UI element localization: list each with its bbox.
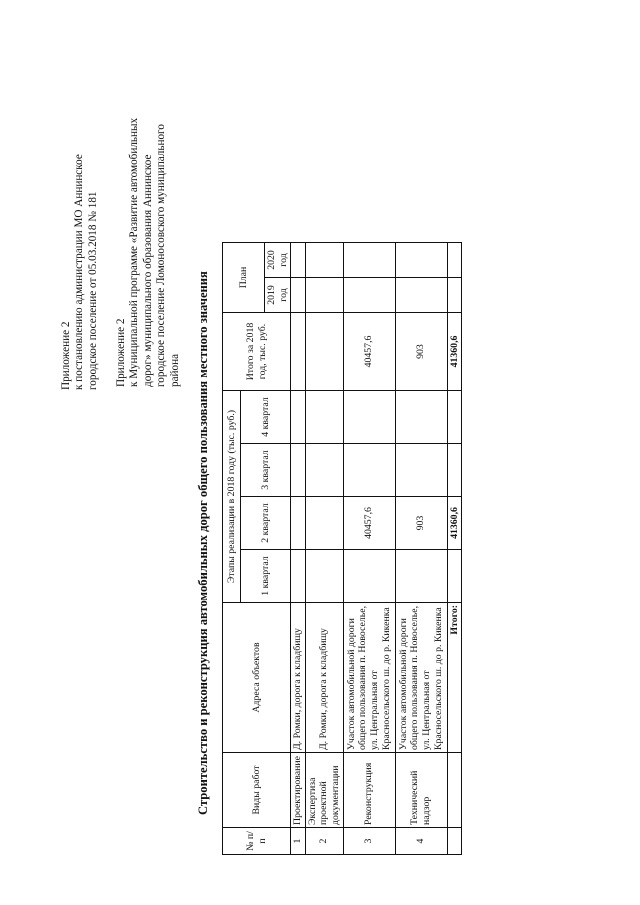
header-q4: 4 квартал bbox=[241, 391, 291, 444]
row-plan-2019 bbox=[305, 278, 343, 313]
row-q4 bbox=[395, 391, 447, 444]
header-year-2019: 2019 год bbox=[265, 278, 291, 313]
row-address: Участок автомобильной дороги общего пользования п. Новоселье, ул. Центральная от Красносельского ш. до р. Кикенка bbox=[343, 603, 395, 753]
row-q2 bbox=[305, 497, 343, 550]
row-num: 1 bbox=[291, 828, 306, 855]
row-q1 bbox=[343, 550, 395, 603]
header-address: Адреса объектов bbox=[223, 603, 291, 753]
row-total: 40457,6 bbox=[343, 313, 395, 391]
header-q1: 1 квартал bbox=[241, 550, 291, 603]
totals-label: Итого: bbox=[447, 603, 462, 753]
appendix-header-program bbox=[115, 118, 182, 387]
row-q4 bbox=[291, 391, 306, 444]
works-table bbox=[222, 242, 462, 855]
header-q3: 3 квартал bbox=[241, 444, 291, 497]
row-address: Участок автомобильной дороги общего пользования п. Новоселье, ул. Центральная от Красносельского ш. до р. Кикенка bbox=[395, 603, 447, 753]
table-row bbox=[305, 243, 343, 855]
row-q1 bbox=[395, 550, 447, 603]
header-line: района bbox=[168, 353, 181, 387]
totals-empty bbox=[447, 444, 462, 497]
header-num: № п/п bbox=[223, 828, 291, 855]
totals-row bbox=[447, 243, 462, 855]
row-num: 2 bbox=[305, 828, 343, 855]
row-plan-2020 bbox=[395, 243, 447, 278]
header-total-2018: Итого за 2018 год, тыс. руб. bbox=[223, 313, 291, 391]
row-work-type: Технический надзор bbox=[395, 753, 447, 828]
row-num: 3 bbox=[343, 828, 395, 855]
row-plan-2019 bbox=[291, 278, 306, 313]
table-row bbox=[343, 243, 395, 855]
row-q3 bbox=[291, 444, 306, 497]
row-q3 bbox=[343, 444, 395, 497]
appendix-header-resolution bbox=[60, 154, 100, 390]
table-row bbox=[395, 243, 447, 855]
header-line: к Муниципальной программе «Развитие автомобильных bbox=[128, 117, 141, 387]
header-line: городское поселение от 05.03.2018 № 181 bbox=[86, 191, 99, 390]
row-total bbox=[305, 313, 343, 391]
row-q2: 903 bbox=[395, 497, 447, 550]
row-q4 bbox=[305, 391, 343, 444]
row-address: Д. Ромки, дорога к кладбищу bbox=[305, 603, 343, 753]
totals-empty bbox=[447, 278, 462, 313]
header-q2: 2 квартал bbox=[241, 497, 291, 550]
row-plan-2020 bbox=[291, 243, 306, 278]
totals-empty bbox=[447, 753, 462, 828]
header-year-2020: 2020 год bbox=[265, 243, 291, 278]
totals-empty bbox=[447, 391, 462, 444]
totals-empty bbox=[447, 550, 462, 603]
totals-empty bbox=[447, 243, 462, 278]
header-stages: Этапы реализации в 2018 году (тыс. руб.) bbox=[223, 391, 241, 603]
row-total: 903 bbox=[395, 313, 447, 391]
row-q1 bbox=[305, 550, 343, 603]
header-line: Приложение 2 bbox=[60, 321, 72, 390]
row-work-type: Проектирование bbox=[291, 753, 306, 828]
header-plan: План bbox=[223, 243, 265, 313]
row-q2 bbox=[291, 497, 306, 550]
row-address: Д. Ромки, дорога к кладбищу bbox=[291, 603, 306, 753]
row-q4 bbox=[343, 391, 395, 444]
row-q2: 40457,6 bbox=[343, 497, 395, 550]
row-plan-2019 bbox=[343, 278, 395, 313]
totals-q2: 41360,6 bbox=[447, 497, 462, 550]
row-work-type: Экспертиза проектной документации bbox=[305, 753, 343, 828]
totals-total: 41360,6 bbox=[447, 313, 462, 391]
table-row bbox=[291, 243, 306, 855]
document-title: Строительство и реконструкция автомобильных дорог общего пользования местного значения bbox=[196, 271, 210, 815]
totals-empty bbox=[447, 828, 462, 855]
row-total bbox=[291, 313, 306, 391]
row-q1 bbox=[291, 550, 306, 603]
row-work-type: Реконструкция bbox=[343, 753, 395, 828]
header-line: городское поселение Ломоносовского муниципального bbox=[155, 124, 168, 387]
row-num: 4 bbox=[395, 828, 447, 855]
header-line: дорог» муниципального образования Аннинское bbox=[141, 154, 154, 387]
row-plan-2020 bbox=[305, 243, 343, 278]
header-line: к постановлению администрации МО Аннинское bbox=[73, 154, 86, 390]
header-line: Приложение 2 bbox=[115, 318, 127, 387]
row-plan-2020 bbox=[343, 243, 395, 278]
row-q3 bbox=[395, 444, 447, 497]
row-q3 bbox=[305, 444, 343, 497]
row-plan-2019 bbox=[395, 278, 447, 313]
header-work-type: Виды работ bbox=[223, 753, 291, 828]
